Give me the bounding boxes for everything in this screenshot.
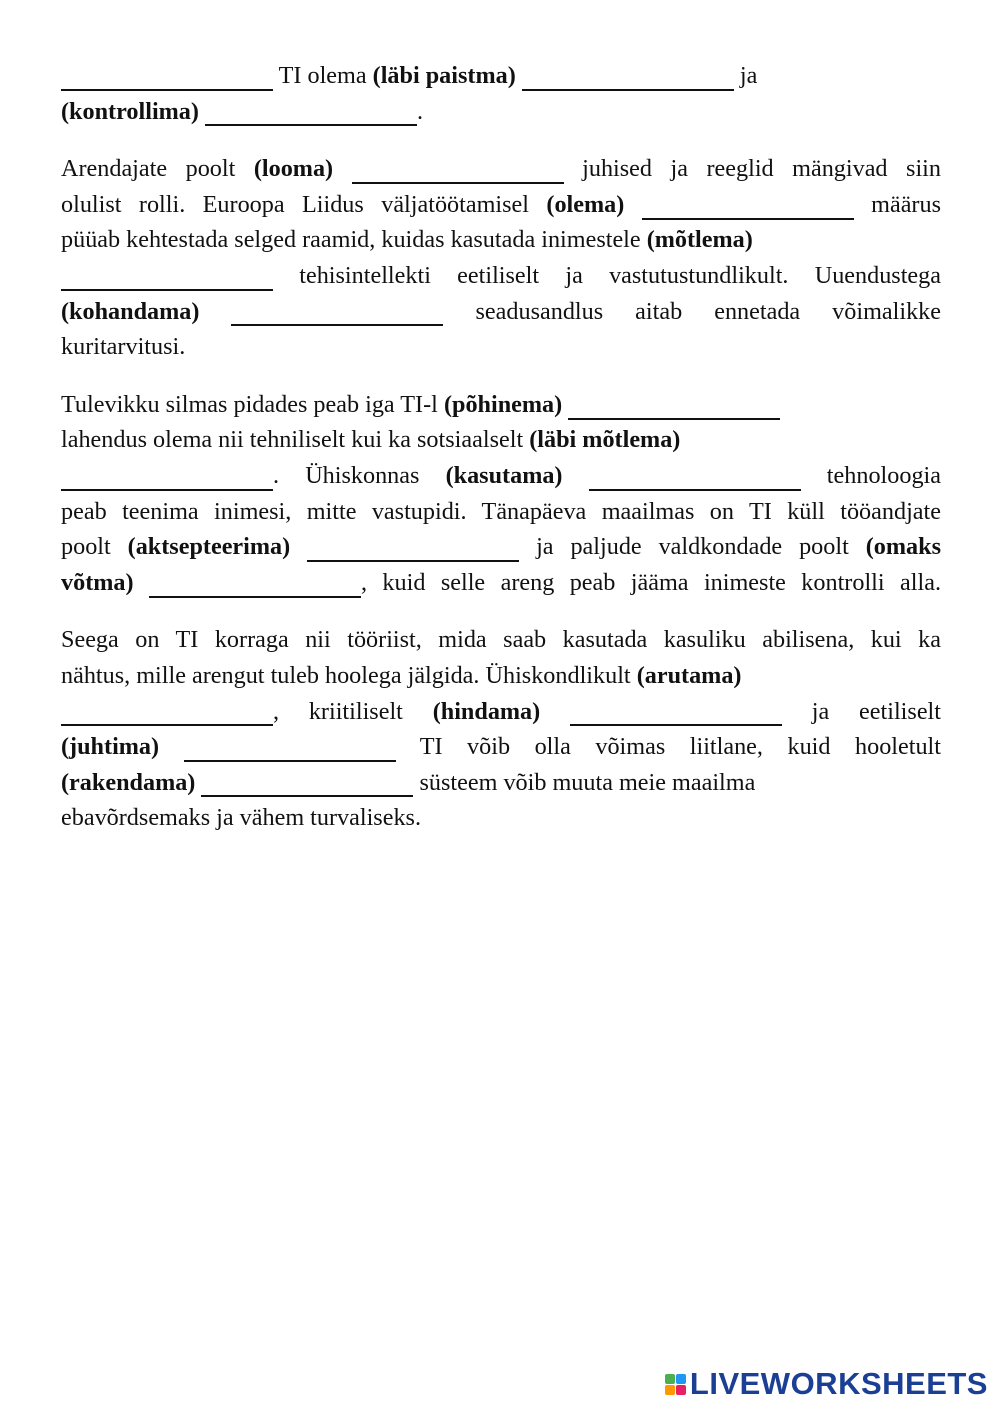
text-segment: olulist rolli. Euroopa Liidus väljatöötamisel — [61, 190, 547, 218]
answer-blank-4[interactable] — [352, 156, 564, 184]
text-line — [61, 729, 941, 765]
text-segment: seadusandlus aitab ennetada võimalikke — [443, 297, 941, 325]
text-line — [61, 694, 941, 730]
text-segment: ja eetiliselt — [782, 697, 941, 725]
verb-hint: (hindama) — [432, 697, 541, 725]
verb-hint: võtma) — [61, 568, 134, 596]
text-segment — [624, 191, 641, 218]
answer-blank-2[interactable] — [522, 63, 734, 91]
text-line — [61, 94, 941, 130]
text-segment: Tulevikku silmas pidades peab iga TI-l — [61, 390, 444, 418]
paragraph-3 — [61, 387, 941, 601]
text-segment: tehnoloogia — [800, 461, 942, 489]
answer-blank-9[interactable] — [61, 463, 273, 491]
text-line — [61, 329, 941, 365]
text-segment: kuritarvitusi. — [61, 333, 186, 361]
text-segment — [333, 155, 352, 182]
text-line — [61, 422, 941, 458]
text-line — [61, 258, 941, 294]
text-segment: , kuid selle areng peab jääma inimeste kontrolli alla. — [360, 568, 941, 596]
answer-blank-13[interactable] — [61, 698, 273, 726]
text-segment: Seega on TI korraga nii tööriist, mida saab kasutada kasuliku abilisena, kui ka — [61, 626, 941, 654]
text-segment — [134, 569, 149, 596]
verb-hint: (omaks — [865, 533, 942, 561]
verb-hint: (põhinema) — [443, 390, 563, 418]
text-line — [61, 58, 941, 94]
answer-blank-11[interactable] — [307, 534, 519, 562]
text-line — [61, 494, 941, 530]
text-segment: ja paljude valdkondade poolt — [519, 533, 866, 561]
verb-hint: (läbi paistma) — [372, 62, 516, 89]
text-segment: määrus — [853, 190, 941, 218]
logo-square-2 — [676, 1374, 686, 1384]
text-segment: . — [417, 97, 424, 125]
verb-hint: (arutama) — [636, 661, 742, 689]
liveworksheets-brand: LIVEWORKSHEETS — [689, 1366, 988, 1401]
answer-blank-7[interactable] — [231, 298, 443, 326]
verb-hint: (kasutama) — [445, 461, 563, 489]
text-line — [61, 565, 941, 601]
answer-blank-5[interactable] — [642, 192, 854, 220]
liveworksheets-logo-icon — [665, 1374, 686, 1395]
text-line — [61, 151, 941, 187]
text-line — [61, 765, 941, 801]
text-segment: süsteem võib muuta meie maailma — [413, 768, 756, 796]
liveworksheets-logo — [665, 1366, 988, 1402]
paragraph-4 — [61, 622, 941, 836]
answer-blank-6[interactable] — [61, 263, 273, 291]
text-segment: ebavõrdsemaks ja vähem turvaliseks. — [61, 804, 422, 832]
text-line — [61, 658, 941, 694]
text-line — [61, 187, 941, 223]
verb-hint: (olema) — [546, 190, 625, 218]
text-segment — [199, 298, 231, 325]
verb-hint: (rakendama) — [61, 768, 196, 796]
paragraph-2 — [61, 151, 941, 365]
logo-square-1 — [665, 1374, 675, 1384]
text-line — [61, 387, 941, 423]
text-segment: poolt — [61, 533, 128, 561]
text-line — [61, 458, 941, 494]
text-segment: lahendus olema nii tehniliselt kui ka sotsiaalselt — [61, 426, 530, 454]
worksheet-text — [61, 58, 941, 858]
paragraph-1 — [61, 58, 941, 129]
text-segment — [159, 733, 184, 760]
text-line — [61, 222, 941, 258]
logo-square-3 — [665, 1385, 675, 1395]
text-segment: peab teenima inimesi, mitte vastupidi. Tänapäeva maailmas on TI küll tööandjate — [61, 497, 941, 525]
logo-square-4 — [676, 1385, 686, 1395]
verb-hint: (mõtlema) — [646, 226, 753, 254]
text-line — [61, 529, 941, 565]
text-segment — [540, 698, 570, 725]
verb-hint: (läbi mõtlema) — [529, 426, 681, 454]
text-segment: nähtus, mille arengut tuleb hoolega jälgida. Ühiskondlikult — [61, 661, 637, 689]
answer-blank-3[interactable] — [205, 98, 417, 126]
text-segment: juhised ja reeglid mängivad siin — [563, 155, 941, 183]
text-line — [61, 294, 941, 330]
text-segment: . Ühiskonnas — [273, 461, 446, 489]
text-segment: Arendajate poolt — [61, 155, 254, 183]
text-segment: tehisintellekti eetiliselt ja vastutustundlikult. Uuendustega — [273, 261, 941, 289]
text-line — [61, 800, 941, 836]
text-segment: TI olema — [273, 62, 373, 89]
answer-blank-12[interactable] — [149, 570, 361, 598]
answer-blank-1[interactable] — [61, 63, 273, 91]
verb-hint: (looma) — [253, 155, 334, 183]
verb-hint: (kohandama) — [61, 297, 200, 325]
answer-blank-15[interactable] — [184, 734, 396, 762]
verb-hint: (aktsepteerima) — [127, 533, 291, 561]
text-segment — [563, 462, 589, 489]
answer-blank-10[interactable] — [589, 463, 801, 491]
verb-hint: (juhtima) — [61, 733, 160, 761]
verb-hint: (kontrollima) — [61, 97, 199, 125]
answer-blank-8[interactable] — [568, 392, 780, 420]
text-segment — [290, 533, 307, 560]
answer-blank-14[interactable] — [570, 698, 782, 726]
text-segment: ja — [733, 62, 758, 89]
text-segment: TI võib olla võimas liitlane, kuid hooletult — [395, 733, 941, 761]
answer-blank-16[interactable] — [201, 769, 413, 797]
text-segment: püüab kehtestada selged raamid, kuidas kasutada inimestele — [61, 226, 647, 254]
text-segment: , kriitiliselt — [273, 697, 433, 725]
text-line — [61, 622, 941, 658]
